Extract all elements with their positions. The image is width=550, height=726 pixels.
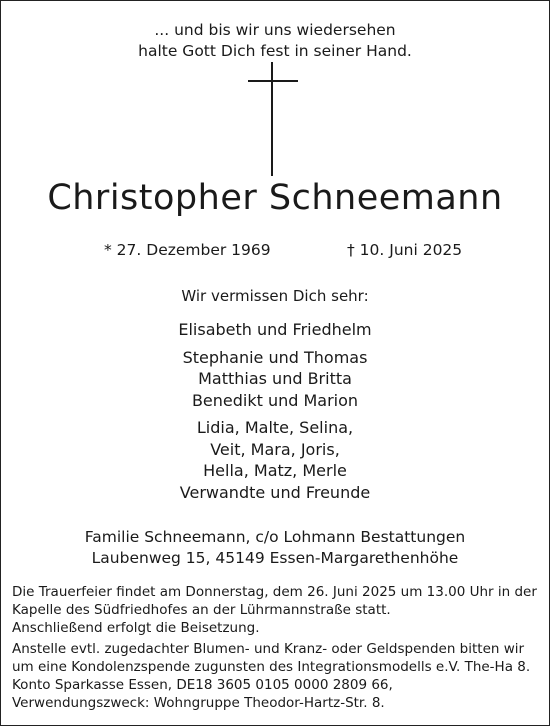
mourner-line: Elisabeth und Friedhelm xyxy=(178,320,372,339)
motto-line: halte Gott Dich fest in seiner Hand. xyxy=(138,42,412,60)
donation-line: Anstelle evtl. zugedachter Blumen- und Kranz- oder Geldspenden bitten wir xyxy=(12,641,525,657)
donation-line: Verwendungszweck: Wohngruppe Theodor-Hartz-Str. 8. xyxy=(12,695,385,711)
mourner-line: Stephanie und Thomas xyxy=(182,347,368,367)
birth-date: * 27. Dezember 1969 xyxy=(104,241,271,259)
donation-line: um eine Kondolenzspende zugunsten des Integrationsmodells e.V. The-Ha 8. xyxy=(12,659,531,675)
ceremony-line: Kapelle des Südfriedhofes an der Lührmannstraße statt. xyxy=(12,602,391,618)
mourner-line: Lidia, Malte, Selina, xyxy=(196,418,354,437)
deceased-name: Christopher Schneemann xyxy=(47,178,503,218)
cross-horizontal-bar xyxy=(248,80,298,82)
death-date: † 10. Juni 2025 xyxy=(347,241,463,259)
mourners-intro: Wir vermissen Dich sehr: xyxy=(181,287,369,305)
donation-line: Konto Sparkasse Essen, DE18 3605 0105 0000 2809 66, xyxy=(12,677,393,693)
ceremony-line: Die Trauerfeier findet am Donnerstag, dem 26. Juni 2025 um 13.00 Uhr in der xyxy=(12,584,537,600)
mourner-line: Matthias und Britta xyxy=(198,369,352,388)
mourner-line: Benedikt und Marion xyxy=(191,390,359,410)
address-line: Familie Schneemann, c/o Lohmann Bestattungen xyxy=(84,528,466,546)
mourner-line: Veit, Mara, Joris, xyxy=(210,439,340,459)
mourner-line: Verwandte und Freunde xyxy=(179,482,371,502)
mourners-list xyxy=(0,287,550,503)
latin-cross-icon xyxy=(248,62,298,176)
address-line: Laubenweg 15, 45149 Essen-Margarethenhöhe xyxy=(91,549,459,567)
ceremony-line: Anschließend erfolgt die Beisetzung. xyxy=(12,620,260,636)
family-address xyxy=(0,527,550,569)
funeral-notice xyxy=(12,583,537,712)
motto-verse xyxy=(0,20,550,62)
mourner-line: Hella, Matz, Merle xyxy=(203,461,347,480)
motto-line: ... und bis wir uns wiedersehen xyxy=(154,21,396,39)
